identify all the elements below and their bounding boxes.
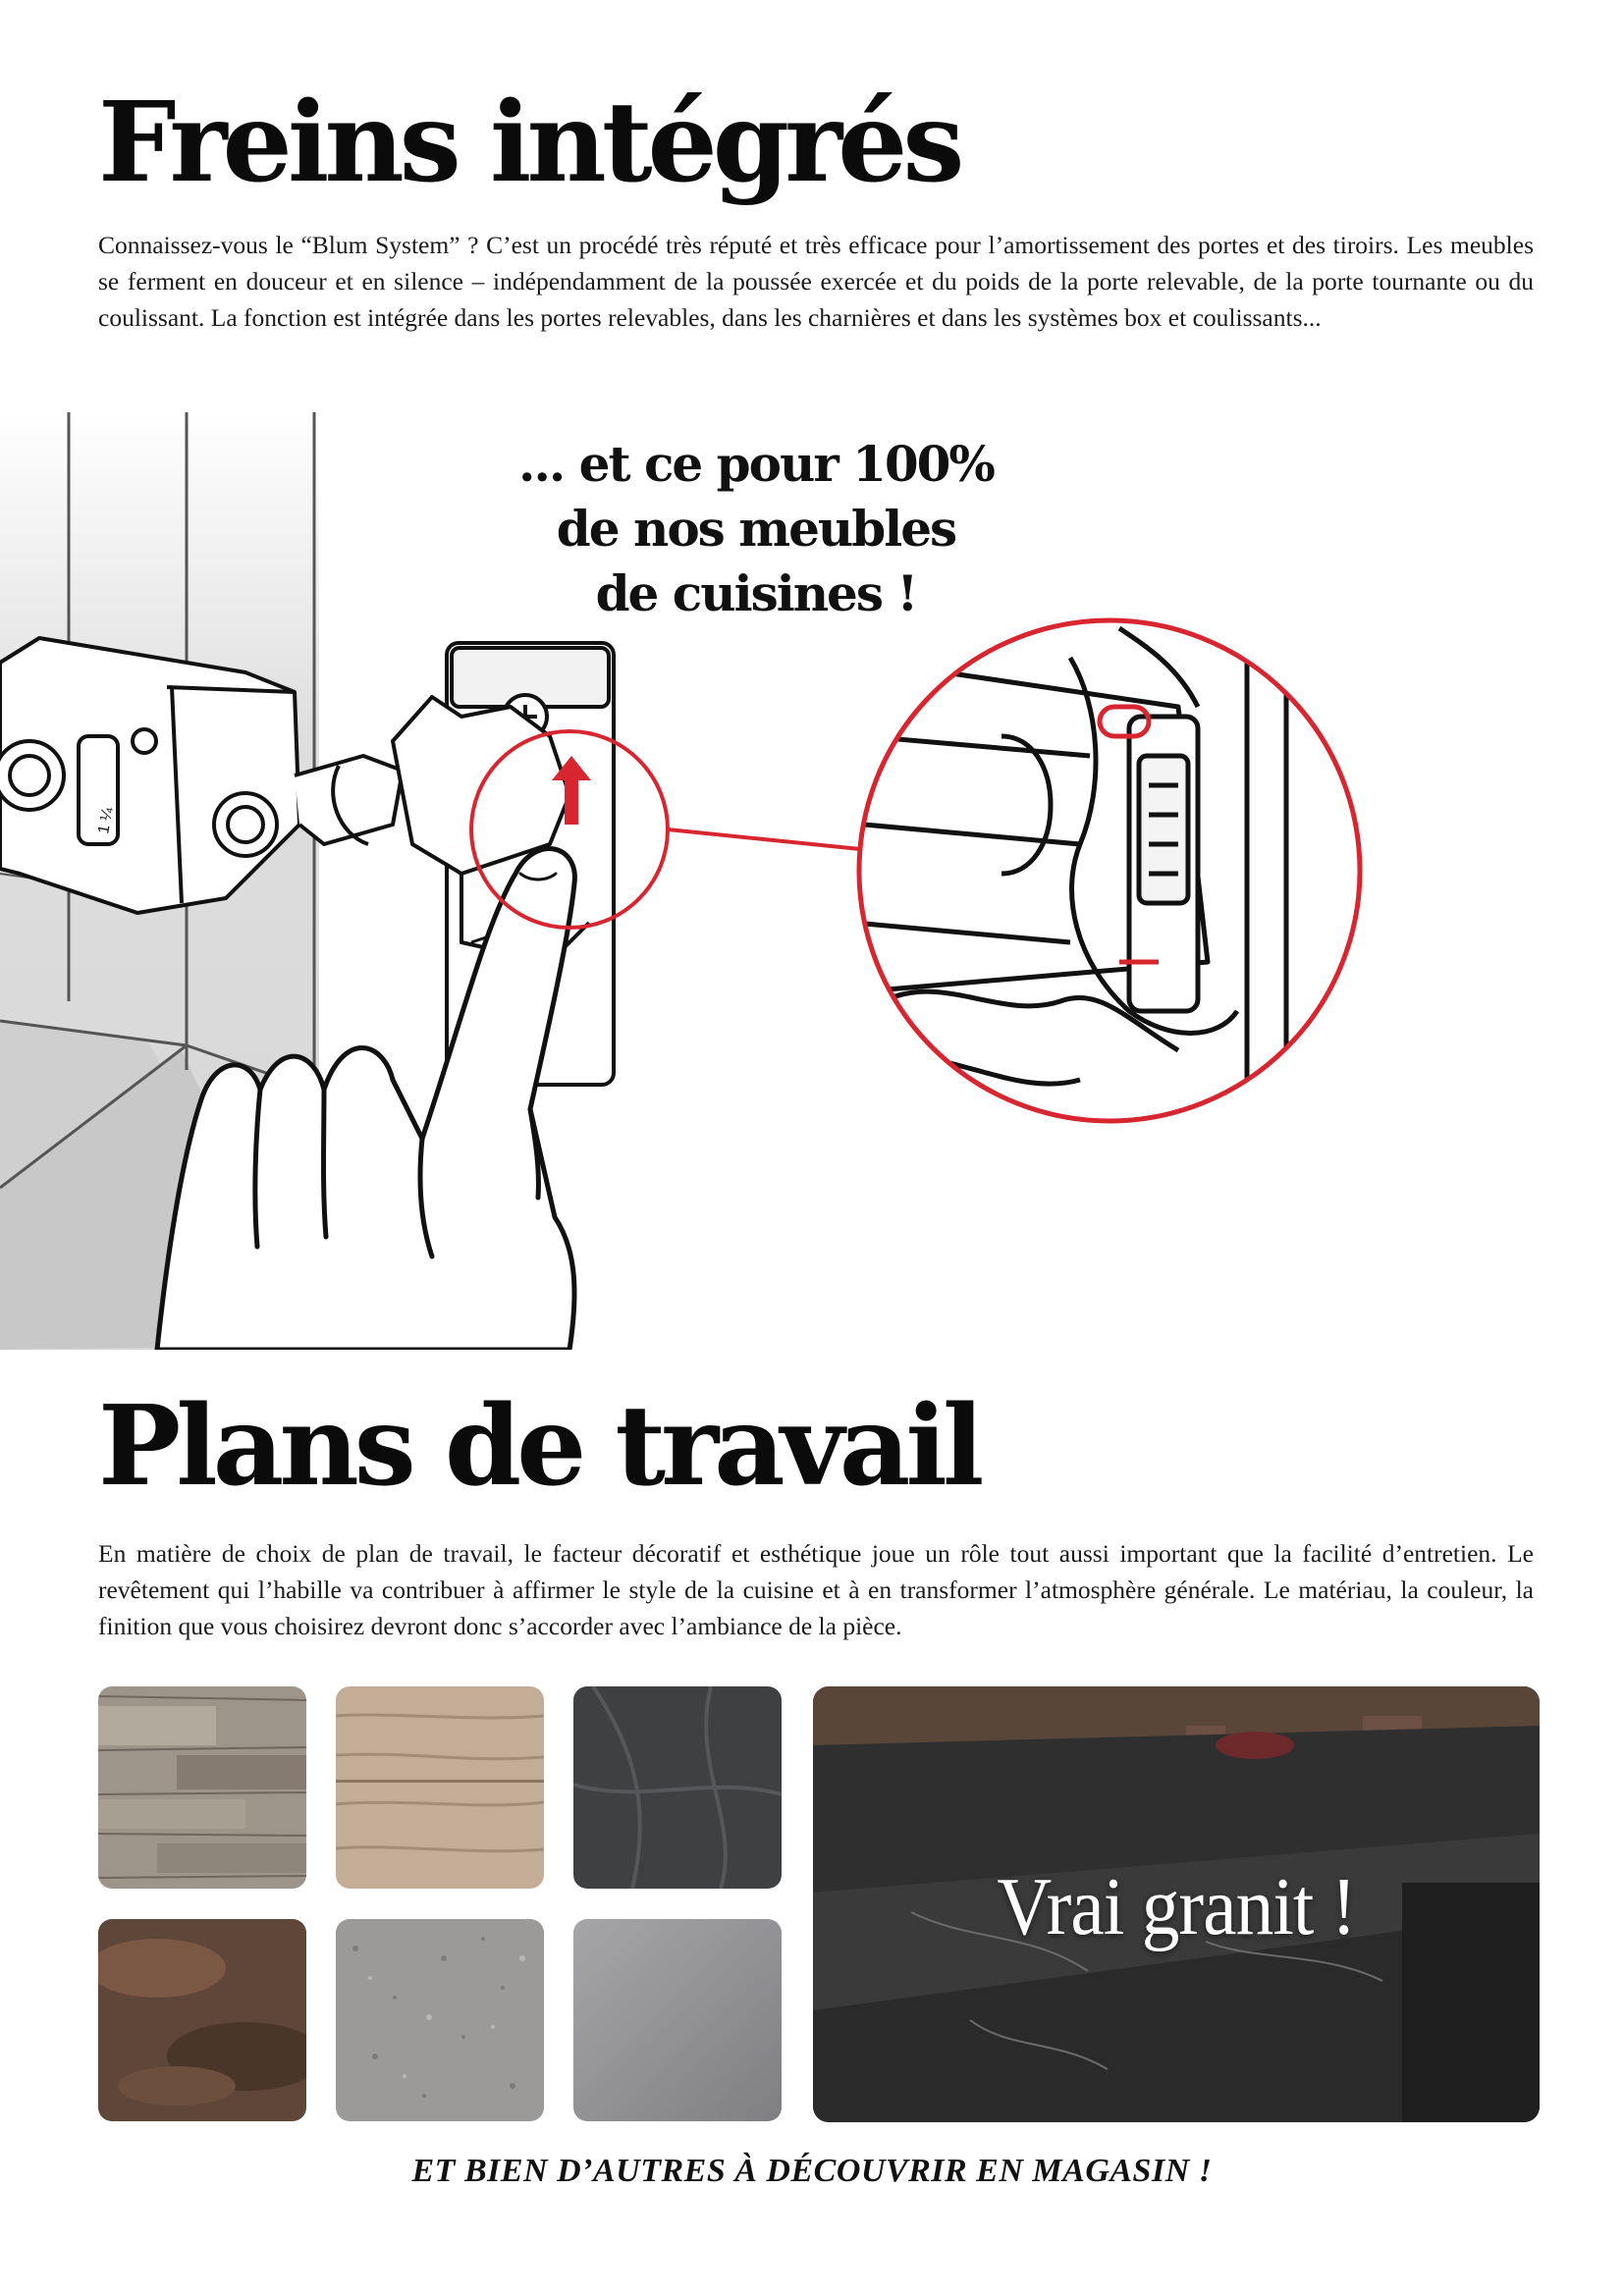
hero-line-1: ... et ce pour 100% bbox=[518, 435, 994, 493]
hinge-cup bbox=[0, 638, 403, 913]
swatch-rust-copper bbox=[98, 1919, 306, 2121]
section-body-worktops: En matière de choix de plan de travail, le facteur décoratif et esthétique joue un rôle tout aussi important que la facilité d’entretien. Le revêtement qui l’habille va contribuer à affirmer le style de la cuisine et à en transformer l’atmosphère générale. Le matériau, la couleur, la finition que vous choisirez devront donc s’accorder avec l’ambiance de la pièce. bbox=[98, 1539, 1534, 1640]
hinge-marking: 1 ¼ bbox=[95, 806, 117, 835]
swatch-grey-granite-speckle bbox=[336, 1919, 544, 2121]
section-title-worktops: Plans de travail bbox=[98, 1382, 980, 1511]
zoom-detail bbox=[844, 620, 1360, 1129]
section-body-brakes: Connaissez-vous le “Blum System” ? C’est un procédé très réputé et très efficace pour l’amortissement des portes et des tiroirs. Les meubles se ferment en douceur et en silence – indépendamment de la poussée exercée et du poids de la porte relevable, de la porte tournante ou du coulissant. La fonction est intégrée dans les portes relevables, dans les charnières et dans les systèmes box et coulissants... bbox=[98, 231, 1534, 332]
hero-line-3: de cuisines ! bbox=[595, 564, 917, 622]
granite-label: Vrai granit ! bbox=[997, 1861, 1356, 1952]
swatch-weathered-grey-wood bbox=[98, 1686, 306, 1889]
hero-line-2: de nos meubles bbox=[556, 500, 956, 558]
footer-cta: ET BIEN D’AUTRES À DÉCOUVRIR EN MAGASIN ! bbox=[411, 2153, 1213, 2189]
swatch-light-oak bbox=[336, 1686, 544, 1889]
swatch-brushed-metal bbox=[573, 1919, 782, 2121]
granite-worktop-photo bbox=[813, 1686, 1540, 2122]
hero-claim bbox=[461, 432, 1051, 626]
swatch-black-slate bbox=[573, 1686, 782, 1889]
section-title-brakes: Freins intégrés bbox=[98, 79, 960, 207]
